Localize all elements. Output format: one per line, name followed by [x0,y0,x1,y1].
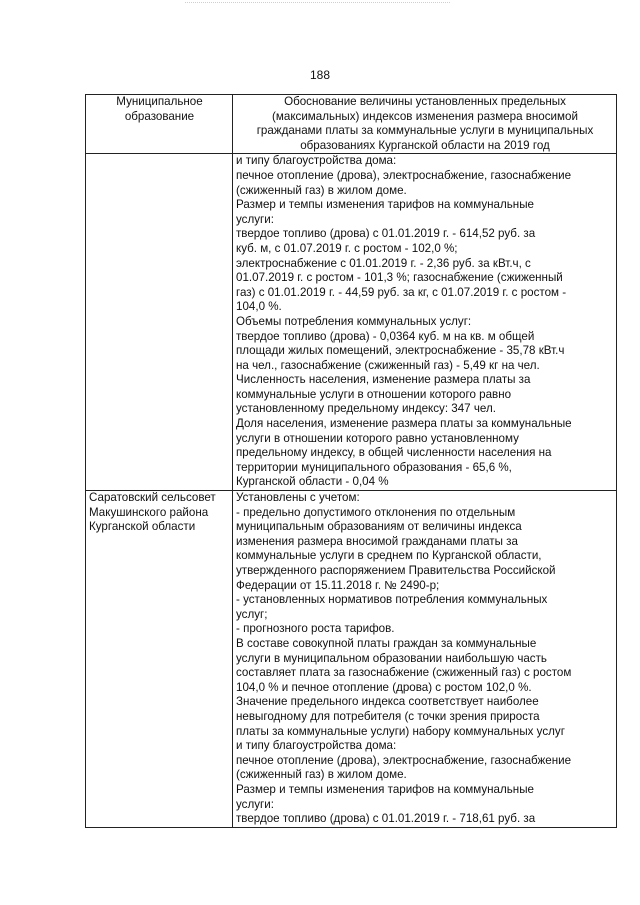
text-line: твердое топливо (дрова) - 0,0364 куб. м на кв. м общей [236,329,535,343]
justification-table [85,94,617,828]
header-line: образованиях Курганской области на 2019 год [300,138,550,152]
text-line: Значение предельного индекса соответствует наиболее [236,695,539,709]
municipality-cell-empty [86,154,233,491]
text-line: 104,0 % и печное отопление (дрова) с ростом 102,0 %. [236,680,532,694]
text-line: Курганской области - 0,04 % [236,475,389,489]
justification-cell [233,154,617,491]
text-line: Объемы потребления коммунальных услуг: [236,314,472,328]
municipality-name-line: Курганской области [89,520,196,534]
text-line: Численность населения, изменение размера платы за [236,373,531,387]
text-line: на чел., газоснабжение (сжиженный газ) - 5,49 кг на чел. [236,358,540,372]
text-line: - предельно допустимого отклонения по отдельным [236,505,516,519]
header-municipality [86,95,233,154]
text-line: Установлены с учетом: [236,491,360,505]
text-line: установленному предельному индексу: 347 чел. [236,402,496,416]
justification-cell [233,491,617,828]
text-line: твердое топливо (дрова) с 01.01.2019 г. - 614,52 руб. за [236,227,536,241]
text-line: - прогнозного роста тарифов. [236,622,395,636]
text-line: (сжиженный газ) в жилом доме. [236,768,407,782]
text-line: Доля населения, изменение размера платы за коммунальные [236,417,572,431]
text-line: услуги в муниципальном образовании наибольшую часть [236,651,547,665]
text-line: и типу благоустройства дома: [236,154,397,168]
header-line: Обоснование величины установленных предельных [284,95,566,108]
text-line: печное отопление (дрова), электроснабжение, газоснабжение [236,753,572,767]
text-line: услуг; [236,607,268,621]
header-line: гражданами платы за коммунальные услуги в муниципальных [256,124,594,138]
header-line: (максимальных) индексов изменения размера вносимой [272,109,578,123]
text-line: коммунальные услуги в среднем по Курганской области, [236,549,542,563]
text-line: твердое топливо (дрова) с 01.01.2019 г. - 718,61 руб. за [236,812,536,826]
municipality-cell [86,491,233,828]
text-line: составляет плата за газоснабжение (сжиженный газ) с ростом [236,666,572,680]
text-line: услуги: [236,212,274,226]
table-row [86,154,617,491]
text-line: (сжиженный газ) в жилом доме. [236,183,407,197]
text-line: 01.07.2019 г. с ростом - 101,3 %; газоснабжение (сжиженный [236,271,563,285]
text-line: территории муниципального образования - 65,6 %, [236,460,512,474]
text-line: Размер и темпы изменения тарифов на коммунальные [236,782,534,796]
text-line: невыгодному для потребителя (с точки зрения прироста [236,709,540,723]
text-line: изменения размера вносимой гражданами платы за [236,534,518,548]
table-header-row [86,95,617,154]
text-line: В составе совокупной платы граждан за коммунальные [236,636,537,650]
page-number: 188 [309,68,331,82]
text-line: площади жилых помещений, электроснабжение - 35,78 кВт.ч [236,344,565,358]
municipality-name-line: Макушинского района [89,505,209,519]
text-line: услуги в отношении которого равно установленному [236,431,519,445]
header-line: образование [124,109,195,123]
text-line: 104,0 %. [236,300,282,314]
text-line: печное отопление (дрова), электроснабжение, газоснабжение [236,168,572,182]
text-line: платы за коммунальные услуги) набору коммунальных услуг [236,724,565,738]
top-scan-line [185,2,450,3]
text-line: Федерации от 15.11.2018 г. № 2490-р; [236,578,440,592]
header-justification [233,95,617,154]
header-line: Муниципальное [116,95,203,108]
text-line: предельному индексу, в общей численности населения на [236,446,552,460]
text-line: услуги: [236,797,274,811]
text-line: муниципальным образованиям от величины индекса [236,520,522,534]
table-row [86,491,617,828]
municipality-name-line: Саратовский сельсовет [89,491,216,505]
text-line: - установленных нормативов потребления коммунальных [236,593,548,607]
text-line: электроснабжение с 01.01.2019 г. - 2,36 руб. за кВт.ч, с [236,256,531,270]
text-line: газ) с 01.01.2019 г. - 44,59 руб. за кг, с 01.07.2019 г. с ростом - [236,285,567,299]
text-line: утвержденного распоряжением Правительства Российской [236,564,556,577]
text-line: коммунальные услуги в отношении которого равно [236,387,512,401]
text-line: куб. м, с 01.07.2019 г. с ростом - 102,0 %; [236,241,458,255]
text-line: Размер и темпы изменения тарифов на коммунальные [236,198,534,212]
text-line: и типу благоустройства дома: [236,739,397,753]
